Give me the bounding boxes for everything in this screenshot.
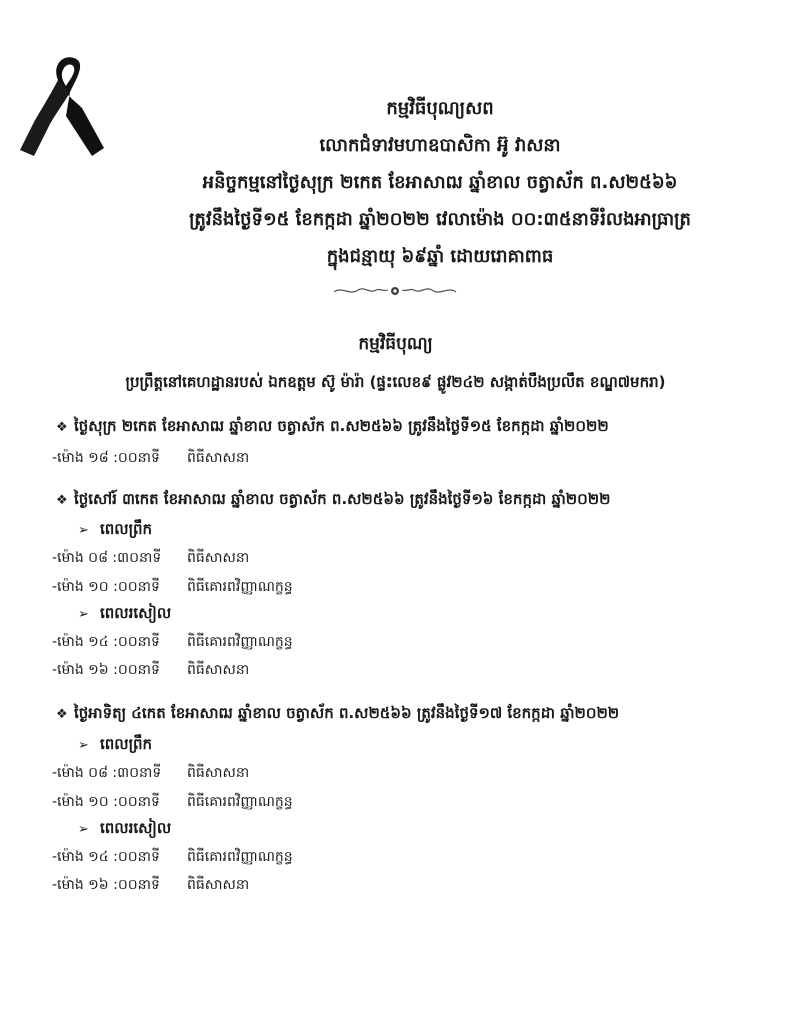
arrow-bullet-icon: ➢ — [78, 607, 89, 622]
item-activity: ពិធីសាសនា — [187, 450, 250, 466]
item-activity: ពិធីគោរពវិញ្ញាណក្ខន្ធ — [187, 579, 293, 595]
ornament-divider-icon — [330, 284, 460, 298]
item-time: -ម៉ោង ១៤ :០០នាទី — [52, 849, 160, 865]
day-title: ថ្ងៃសៅរ៍ ៣កេត ខែអាសាឍ ឆ្នាំខាល ចត្វាស័ក ព.ស២៥៦៦ ត្រូវនឹងថ្ងៃទី១៦ ខែកក្កដា ឆ្នាំ២០២២ — [74, 490, 611, 508]
item-time: -ម៉ោង ១៦ :០០នាទី — [52, 662, 160, 678]
day-heading — [56, 490, 610, 512]
period-label: ពេលព្រឹក — [100, 520, 153, 538]
black-ribbon-icon — [12, 52, 108, 162]
period-label: ពេលរសៀល — [100, 819, 172, 837]
solar-date-of-passing: ត្រូវនឹងថ្ងៃទី១៥ ខែកក្កដា ឆ្នាំ២០២២ វេលាម៉ោង ០០:៣៥នាទីរំលងអាធ្រាត្រ — [189, 209, 691, 230]
item-time: -ម៉ោង ១០ :០០នាទី — [52, 579, 160, 595]
deceased-name: លោកជំទាវមហាឧបាសិកា អ៊ូ វាសនា — [319, 135, 561, 156]
period-heading — [78, 819, 171, 841]
item-activity: ពិធីគោរពវិញ្ញាណក្ខន្ធ — [187, 634, 293, 650]
item-activity: ពិធីសាសនា — [187, 550, 250, 566]
diamond-bullet-icon: ❖ — [56, 493, 68, 508]
day-heading — [56, 704, 619, 726]
schedule-item — [52, 660, 249, 681]
item-time: -ម៉ោង ១៤ :០០នាទី — [52, 634, 160, 650]
item-activity: ពិធីគោរពវិញ្ញាណក្ខន្ធ — [187, 849, 293, 865]
item-activity: ពិធីសាសនា — [187, 662, 250, 678]
lunar-date-of-passing: អនិច្ចកម្មនៅថ្ងៃសុក្រ ២កេត ខែអាសាឍ ឆ្នាំខាល ចត្វាស័ក ព.ស២៥៦៦ — [202, 172, 678, 193]
item-time: -ម៉ោង ០៨ :៣០នាទី — [52, 550, 162, 566]
period-heading — [78, 735, 152, 757]
day-heading — [56, 417, 609, 439]
program-title: កម្មវិធីបុណ្យ — [358, 334, 433, 354]
item-activity: ពិធីសាសនា — [187, 877, 250, 893]
period-label: ពេលរសៀល — [100, 604, 172, 622]
day-title: ថ្ងៃសុក្រ ២កេត ខែអាសាឍ ឆ្នាំខាល ចត្វាស័ក ព.ស២៥៦៦ ត្រូវនឹងថ្ងៃទី១៥ ខែកក្កដា ឆ្នាំ២០២២ — [74, 417, 609, 435]
schedule-item — [52, 875, 249, 896]
diamond-bullet-icon: ❖ — [56, 420, 68, 435]
period-label: ពេលព្រឹក — [100, 735, 153, 753]
arrow-bullet-icon: ➢ — [78, 738, 89, 753]
item-time: -ម៉ោង ១៦ :០០នាទី — [52, 877, 160, 893]
header-title: កម្មវិធីបុណ្យសព — [386, 98, 494, 119]
diamond-bullet-icon: ❖ — [56, 707, 68, 722]
item-activity: ពិធីសាសនា — [187, 765, 250, 781]
period-heading — [78, 520, 152, 542]
schedule-item — [52, 847, 293, 868]
item-time: -ម៉ោង ១០ :០០នាទី — [52, 794, 160, 810]
item-time: -ម៉ោង ១៨ :០០នាទី — [52, 450, 160, 466]
schedule-item — [52, 632, 293, 653]
schedule-item — [52, 577, 293, 598]
day-title: ថ្ងៃអាទិត្យ ៤កេត ខែអាសាឍ ឆ្នាំខាល ចត្វាស័ក ព.ស២៥៦៦ ត្រូវនឹងថ្ងៃទី១៧ ខែកក្កដា ឆ្នាំ២០២២ — [74, 704, 620, 722]
venue-line: ប្រព្រឹត្តនៅគេហដ្ឋានរបស់ ឯកឧត្តម ស៊ូ ម៉ារ៉ា (ផ្ទះលេខ៩ ផ្លូវ២៤២ សង្កាត់បឹងប្រលឹត ខណ្ឌ៧មករា) — [125, 373, 666, 391]
item-activity: ពិធីគោរពវិញ្ញាណក្ខន្ធ — [187, 794, 293, 810]
memorial-header — [130, 90, 750, 275]
schedule-item — [52, 792, 293, 813]
schedule-item — [52, 548, 249, 569]
schedule-item — [52, 763, 249, 784]
arrow-bullet-icon: ➢ — [78, 523, 89, 538]
arrow-bullet-icon: ➢ — [78, 822, 89, 837]
schedule-item — [52, 448, 249, 469]
period-heading — [78, 604, 171, 626]
item-time: -ម៉ោង ០៨ :៣០នាទី — [52, 765, 162, 781]
age-and-cause: ក្នុងជន្មាយុ ៦៩ឆ្នាំ ដោយរោគាពាធ — [326, 246, 554, 267]
